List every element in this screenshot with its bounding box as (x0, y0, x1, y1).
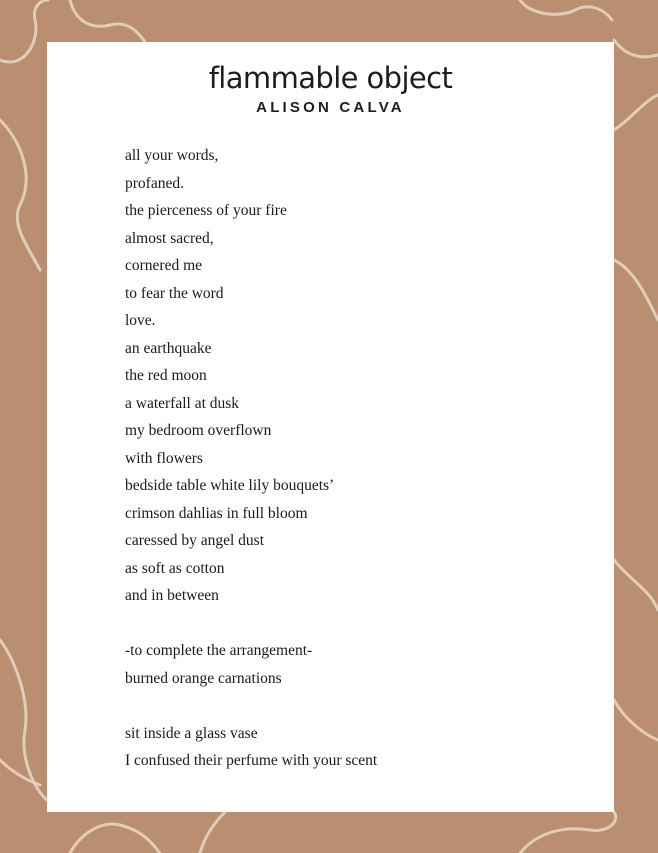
poem-line: burned orange carnations (125, 669, 282, 687)
poem-line: all your words, (125, 147, 219, 164)
stanza-break (125, 610, 555, 638)
poem-line: -to complete the arrangement- (125, 642, 313, 659)
poem-line: caressed by angel dust (125, 532, 265, 549)
poem-line: to fear the word (125, 284, 224, 302)
poem-line: bedside table white lily bouquets’ (125, 477, 335, 494)
poem-line: as soft as cotton (125, 559, 225, 577)
poem-line: the red moon (125, 367, 207, 384)
poem-page (47, 42, 614, 812)
poem-line: with flowers (125, 449, 203, 467)
poem-line: almost sacred, (125, 229, 214, 247)
stanza-3 (125, 720, 555, 775)
stanza-break (125, 692, 555, 720)
poem-line: sit inside a glass vase (125, 724, 258, 742)
stanza-1 (125, 142, 555, 610)
poem-line: cornered me (125, 257, 203, 274)
stanza-2 (125, 637, 555, 692)
poem-body (125, 142, 555, 775)
poem-line: the pierceness of your fire (125, 202, 287, 219)
poem-title: flammable object (208, 61, 453, 95)
poem-line: my bedroom overflown (125, 422, 272, 439)
poem-author: ALISON CALVA (256, 99, 405, 116)
poem-line: an earthquake (125, 339, 212, 357)
poem-line: a waterfall at dusk (125, 394, 240, 412)
poem-line: love. (125, 312, 156, 329)
poem-line: and in between (125, 587, 219, 604)
poem-line: crimson dahlias in full bloom (125, 504, 308, 522)
poem-line: I confused their perfume with your scent (125, 752, 378, 769)
poem-line: profaned. (125, 174, 184, 192)
